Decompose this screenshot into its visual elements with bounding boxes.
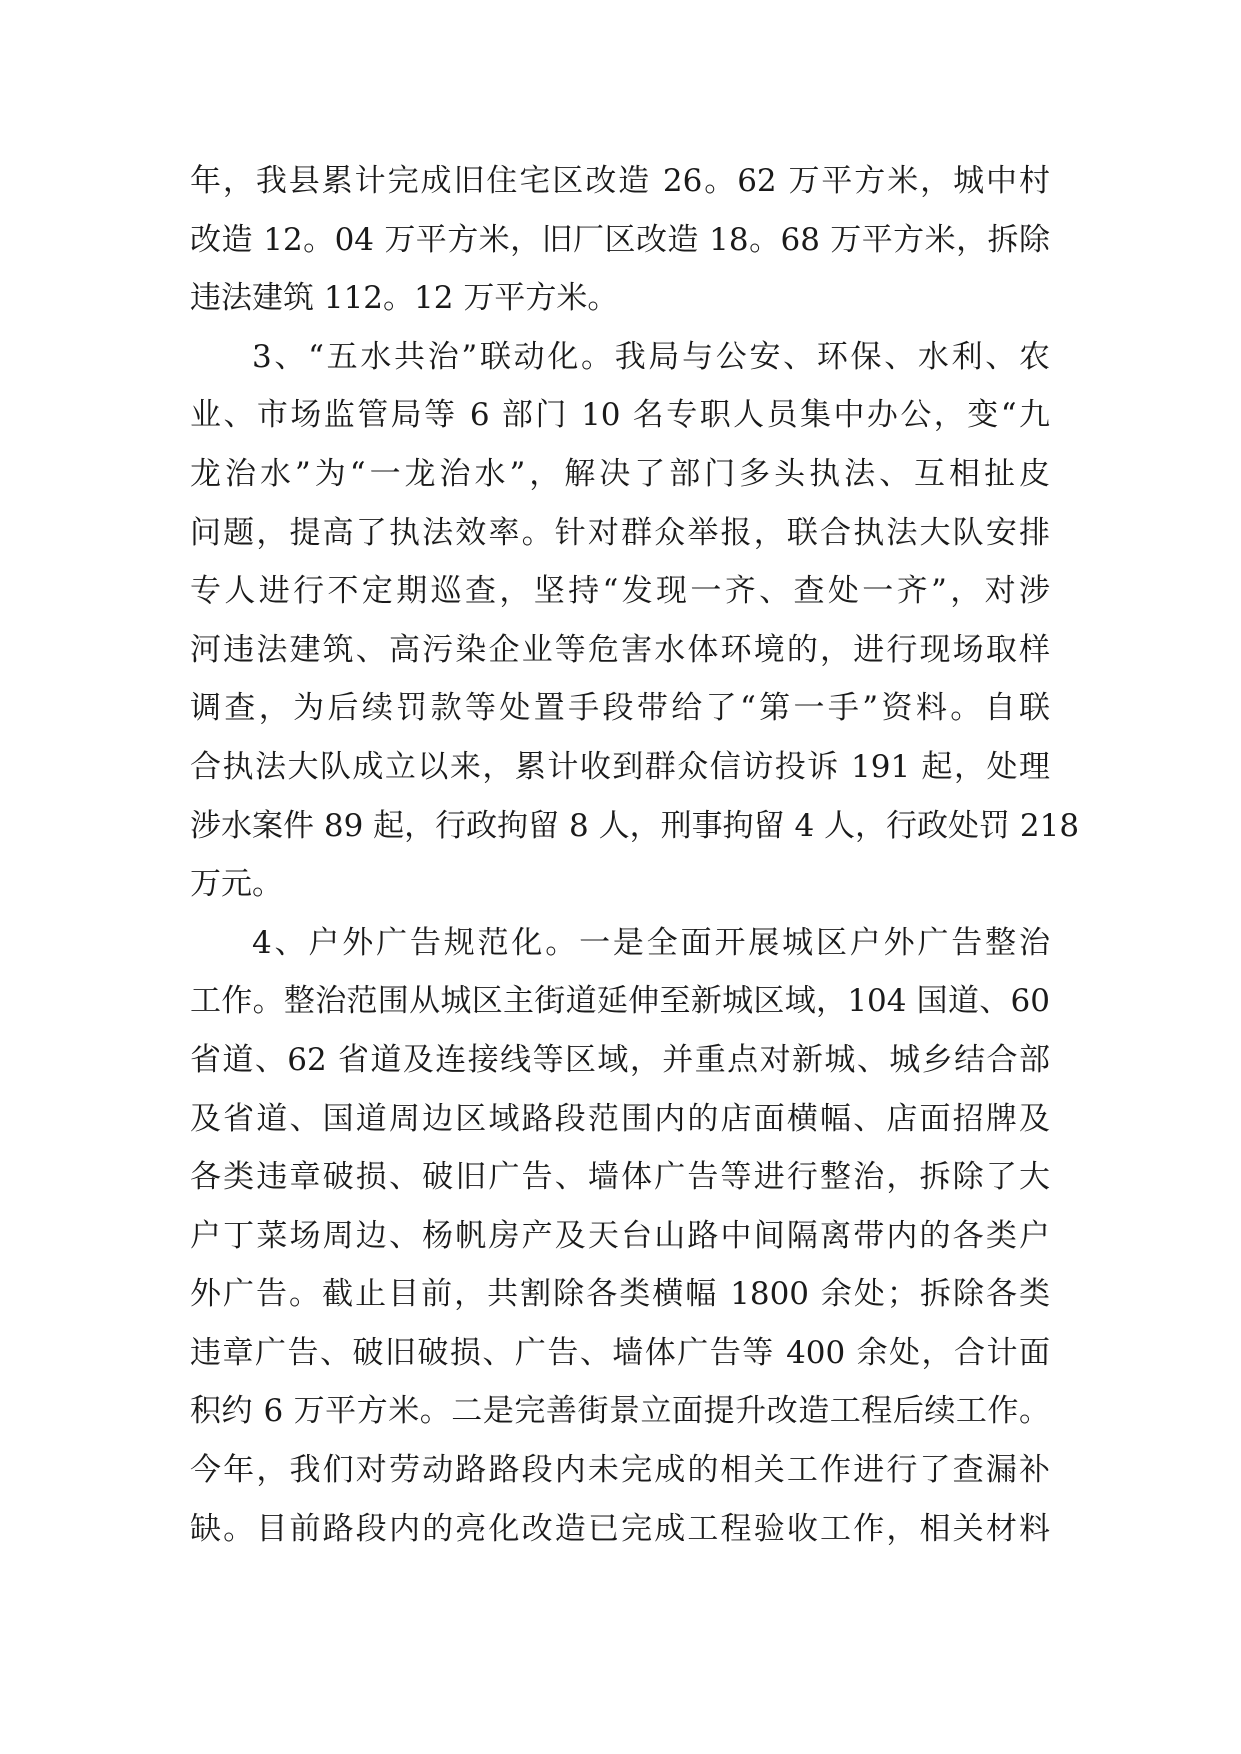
text-line: 业、市场监管局等 6 部门 10 名专职人员集中办公，变“九 (190, 397, 1050, 434)
text-line: 省道、62 省道及连接线等区域，并重点对新城、城乡结合部 (190, 1041, 1050, 1078)
text-line: 户丁菜场周边、杨帆房产及天台山路中间隔离带内的各类户 (190, 1217, 1050, 1254)
text-line: 合执法大队成立以来，累计收到群众信访投诉 191 起，处理 (190, 748, 1050, 785)
text-line: 问题，提高了执法效率。针对群众举报，联合执法大队安排 (190, 514, 1050, 551)
text-line: 缺。目前路段内的亮化改造已完成工程验收工作，相关材料 (190, 1510, 1050, 1547)
text-line: 年，我县累计完成旧住宅区改造 26。62 万平方米，城中村 (190, 163, 1050, 199)
text-line: 改造 12。04 万平方米，旧厂区改造 18。68 万平方米，拆除 (190, 221, 1050, 258)
text-line: 违法建筑 112。12 万平方米。 (190, 280, 619, 317)
text-line: 调查，为后续罚款等处置手段带给了“第一手”资料。自联 (190, 690, 1050, 727)
text-line: 工作。整治范围从城区主街道延伸至新城区域，104 国道、60 (190, 983, 1050, 1020)
text-line: 违章广告、破旧破损、广告、墙体广告等 400 余处，合计面 (190, 1334, 1050, 1371)
text-line: 及省道、国道周边区域路段范围内的店面横幅、店面招牌及 (190, 1100, 1050, 1137)
body-text (190, 152, 1080, 1558)
text-line: 今年，我们对劳动路路段内未完成的相关工作进行了查漏补 (190, 1452, 1050, 1489)
text-line: 积约 6 万平方米。二是完善街景立面提升改造工程后续工作。 (190, 1393, 1050, 1430)
text-line: 万元。 (190, 866, 283, 903)
text-line: 河违法建筑、高污染企业等危害水体环境的，进行现场取样 (190, 631, 1050, 668)
text-line: 4、户外广告规范化。一是全面开展城区户外广告整治 (252, 924, 1050, 961)
text-line: 涉水案件 89 起，行政拘留 8 人，刑事拘留 4 人，行政处罚 218 (190, 807, 1080, 844)
text-line: 龙治水”为“一龙治水”，解决了部门多头执法、互相扯皮 (190, 455, 1050, 492)
text-line: 3、“五水共治”联动化。我局与公安、环保、水利、农 (252, 338, 1050, 375)
text-line: 专人进行不定期巡查，坚持“发现一齐、查处一齐”，对涉 (190, 573, 1050, 610)
text-line: 外广告。截止目前，共割除各类横幅 1800 余处；拆除各类 (190, 1276, 1050, 1313)
text-line: 各类违章破损、破旧广告、墙体广告等进行整治，拆除了大 (190, 1159, 1050, 1196)
